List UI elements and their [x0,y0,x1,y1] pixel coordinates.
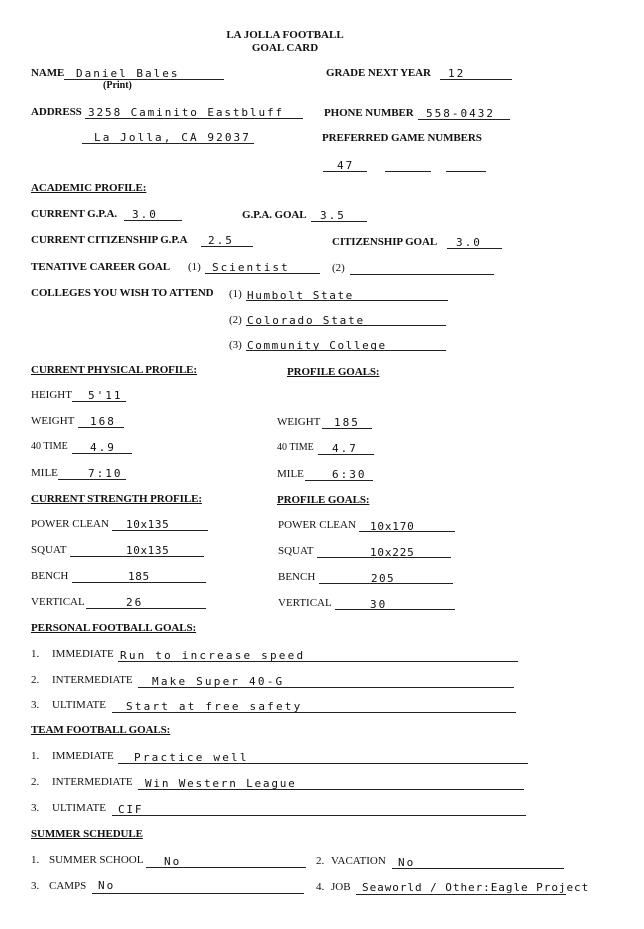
team-num-3: 3. [31,802,40,814]
summer-num-1: 1. [31,854,40,866]
weight-label: WEIGHT [31,415,75,427]
summer-num-4: 4. [316,881,325,893]
personal-ultimate-label: ULTIMATE [52,699,106,711]
weight-goal-value: 185 [334,416,360,429]
form-subtitle: GOAL CARD [251,42,319,54]
power-clean-value: 10x135 [126,518,170,531]
gpa-goal-label: G.P.A. GOAL [242,209,307,221]
team-ultimate-line [112,815,526,816]
personal-intermediate-label: INTERMEDIATE [52,674,133,686]
address-line1-rule [85,118,303,119]
mile-goal-label: MILE [277,468,304,480]
citizenship-goal-label: CITIZENSHIP GOAL [332,236,438,248]
forty-label: 40 TIME [31,441,68,452]
address-line2: La Jolla, CA 92037 [94,131,252,144]
game-number-1: 47 [337,159,355,172]
team-ultimate-value: CIF [118,803,144,816]
squat-goal-label: SQUAT [278,545,314,557]
game-numbers-label: PREFERRED GAME NUMBERS [322,132,482,144]
job-line [356,894,566,895]
camps-value: No [98,879,116,892]
summer-num-2: 2. [316,855,325,867]
personal-num-1: 1. [31,648,40,660]
game-number-line-3 [446,171,486,172]
form-title: LA JOLLA FOOTBALL [226,29,344,41]
career-line-2 [350,274,494,275]
name-label: NAME [31,67,65,79]
bench-label: BENCH [31,570,69,582]
career-num-2: (2) [332,262,345,274]
strength-heading: CURRENT STRENGTH PROFILE: [31,493,202,505]
citizenship-label: CURRENT CITIZENSHIP G.P.A [31,234,188,246]
mile-value: 7:10 [88,467,123,480]
personal-num-2: 2. [31,674,40,686]
strength-goals-heading: PROFILE GOALS: [277,494,370,506]
camps-line [92,893,304,894]
vertical-goal-value: 30 [370,598,388,611]
career-label: TENATIVE CAREER GOAL [31,261,170,273]
team-ultimate-label: ULTIMATE [52,802,106,814]
forty-goal-value: 4.7 [332,442,358,455]
weight-goal-label: WEIGHT [277,416,321,428]
power-clean-goal-value: 10x170 [370,520,415,533]
mile-goal-value: 6:30 [332,468,367,481]
personal-num-3: 3. [31,699,40,711]
squat-value: 10x135 [126,544,170,557]
citizenship-value: 2.5 [208,234,234,247]
personal-ultimate-value: Start at free safety [126,700,303,713]
team-heading: TEAM FOOTBALL GOALS: [31,724,171,736]
team-intermediate-value: Win Western League [145,777,297,790]
academic-heading: ACADEMIC PROFILE: [31,182,147,194]
bench-goal-value: 205 [371,572,396,585]
gpa-goal-value: 3.5 [320,209,346,222]
height-value: 5'11 [88,389,123,402]
camps-label: CAMPS [49,880,87,892]
gpa-label: CURRENT G.P.A. [31,208,118,220]
vertical-goal-line [335,609,455,610]
weight-value: 168 [90,415,116,428]
vertical-line [86,608,206,609]
summer-school-label: SUMMER SCHOOL [49,854,144,866]
colleges-label: COLLEGES YOU WISH TO ATTEND [31,287,214,299]
summer-school-value: No [164,855,182,868]
print-label: (Print) [103,80,132,91]
game-number-line-2 [385,171,431,172]
career-value-1: Scientist [212,261,290,274]
summer-heading: SUMMER SCHEDULE [31,828,143,840]
height-label: HEIGHT [31,389,72,401]
power-clean-goal-label: POWER CLEAN [278,519,356,531]
grade-label: GRADE NEXT YEAR [326,67,431,79]
name-value: Daniel Bales [76,67,180,80]
vertical-goal-label: VERTICAL [278,597,332,609]
phone-value: 558-0432 [426,107,495,120]
team-num-2: 2. [31,776,40,788]
vertical-value: 26 [126,596,144,609]
team-immediate-value: Practice well [134,751,249,764]
power-clean-label: POWER CLEAN [31,518,109,530]
team-immediate-label: IMMEDIATE [52,750,114,762]
address-line2-rule [82,143,254,144]
physical-goals-heading: PROFILE GOALS: [287,366,380,378]
vacation-label: VACATION [331,855,386,867]
team-num-1: 1. [31,750,40,762]
college-value-2: Colorado State [247,314,365,327]
forty-goal-label: 40 TIME [277,442,314,453]
vacation-line [392,868,564,869]
bench-goal-label: BENCH [278,571,316,583]
personal-immediate-label: IMMEDIATE [52,648,114,660]
personal-intermediate-value: Make Super 40-G [152,675,285,688]
squat-goal-value: 10x225 [370,546,415,559]
physical-heading: CURRENT PHYSICAL PROFILE: [31,364,197,376]
vertical-label: VERTICAL [31,596,85,608]
mile-label: MILE [31,467,58,479]
college-value-1: Humbolt State [247,289,354,302]
address-label: ADDRESS [31,106,82,118]
college-line-2 [246,325,446,326]
vacation-value: No [398,856,416,869]
college-line-3 [246,350,446,351]
college-num-2: (2) [229,314,242,326]
job-value: Seaworld / Other:Eagle Project [362,881,590,894]
team-intermediate-label: INTERMEDIATE [52,776,133,788]
grade-value: 12 [448,67,466,80]
forty-value: 4.9 [90,441,116,454]
job-label: JOB [331,881,351,893]
bench-value: 185 [128,570,150,583]
summer-num-3: 3. [31,880,40,892]
career-num-1: (1) [188,261,201,273]
gpa-value: 3.0 [132,208,158,221]
college-num-1: (1) [229,288,242,300]
squat-label: SQUAT [31,544,67,556]
phone-label: PHONE NUMBER [324,107,414,119]
college-value-3: Community College [247,339,387,352]
college-line-1 [246,300,448,301]
personal-immediate-value: Run to increase speed [120,649,306,662]
personal-heading: PERSONAL FOOTBALL GOALS: [31,622,197,634]
college-num-3: (3) [229,339,242,351]
address-line1: 3258 Caminito Eastbluff [88,106,285,119]
citizenship-goal-value: 3.0 [456,236,482,249]
